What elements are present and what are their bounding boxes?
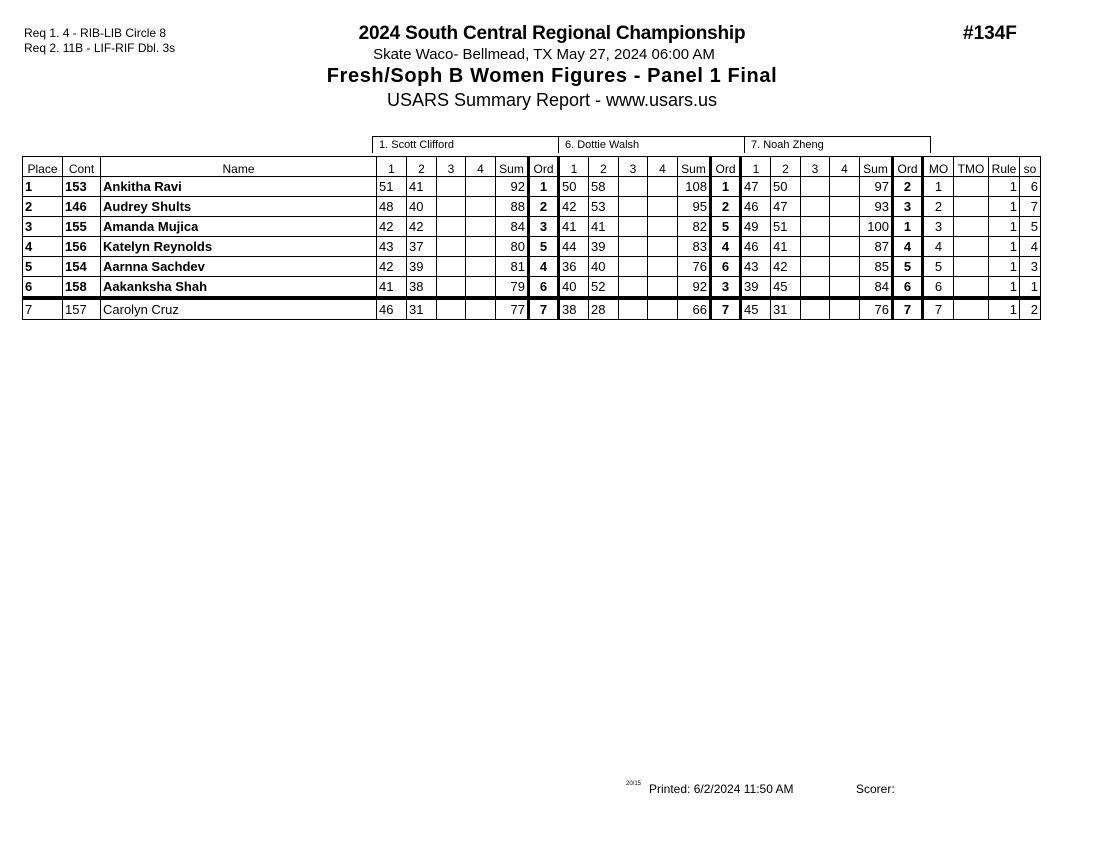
j2-score-3-cell [619,298,648,320]
j3-ord-cell: 1 [893,217,923,237]
col-j2-s4: 4 [648,157,678,177]
j3-score-4-cell [830,277,860,299]
j1-score-1-cell: 42 [377,217,407,237]
requirement-2: Req 2. 11B - LIF-RIF Dbl. 3s [24,41,176,55]
j1-score-2-cell: 37 [407,237,437,257]
place-cell: 2 [23,197,63,217]
j2-sum-cell: 83 [678,237,711,257]
col-cont: Cont [63,157,101,177]
j2-score-3-cell [619,257,648,277]
j2-score-1-cell: 50 [559,177,589,197]
name-cell: Katelyn Reynolds [101,237,377,257]
rule-cell: 1 [989,217,1020,237]
j3-score-3-cell [801,177,830,197]
j1-score-2-cell: 40 [407,197,437,217]
cont-cell: 153 [63,177,101,197]
tmo-cell [954,277,989,299]
j1-score-4-cell [466,237,496,257]
j1-score-4-cell [466,217,496,237]
col-j1-s1: 1 [377,157,407,177]
j3-score-2-cell: 31 [771,298,801,320]
results-table [22,156,1041,320]
col-j1-s3: 3 [437,157,466,177]
column-header-row [23,157,1041,177]
col-j2-sum: Sum [678,157,711,177]
tmo-cell [954,298,989,320]
j3-score-1-cell: 39 [741,277,771,299]
venue-date: Skate Waco- Bellmead, TX May 27, 2024 06:00 AM [373,46,715,63]
j1-ord-cell: 6 [529,277,559,299]
mo-cell: 1 [923,177,954,197]
j1-sum-cell: 77 [496,298,529,320]
col-j2-ord: Ord [711,157,741,177]
j2-score-4-cell [648,277,678,299]
place-cell: 1 [23,177,63,197]
j1-score-4-cell [466,197,496,217]
cont-cell: 146 [63,197,101,217]
j1-sum-cell: 92 [496,177,529,197]
j2-score-1-cell: 41 [559,217,589,237]
col-j1-ord: Ord [529,157,559,177]
j3-score-4-cell [830,237,860,257]
j2-score-1-cell: 36 [559,257,589,277]
table-row [23,298,1041,320]
j3-score-4-cell [830,177,860,197]
j2-score-2-cell: 58 [589,177,619,197]
so-cell: 6 [1020,177,1041,197]
so-cell: 3 [1020,257,1041,277]
j2-sum-cell: 76 [678,257,711,277]
j1-sum-cell: 84 [496,217,529,237]
j1-sum-cell: 88 [496,197,529,217]
j1-score-4-cell [466,257,496,277]
j1-score-4-cell [466,277,496,299]
j2-score-2-cell: 53 [589,197,619,217]
col-j1-s4: 4 [466,157,496,177]
table-row [23,217,1041,237]
place-cell: 4 [23,237,63,257]
col-j3-sum: Sum [860,157,893,177]
name-cell: Ankitha Ravi [101,177,377,197]
j2-sum-cell: 66 [678,298,711,320]
so-cell: 5 [1020,217,1041,237]
j1-ord-cell: 7 [529,298,559,320]
j3-score-2-cell: 41 [771,237,801,257]
j3-sum-cell: 93 [860,197,893,217]
report-title: USARS Summary Report - www.usars.us [386,90,718,110]
place-cell: 5 [23,257,63,277]
j1-score-2-cell: 38 [407,277,437,299]
j3-score-1-cell: 43 [741,257,771,277]
name-cell: Carolyn Cruz [101,298,377,320]
cont-cell: 157 [63,298,101,320]
col-j3-s3: 3 [801,157,830,177]
event-number: #134F [963,23,1017,44]
col-so: so [1020,157,1041,177]
col-place: Place [23,157,63,177]
col-j2-s2: 2 [589,157,619,177]
j2-score-1-cell: 44 [559,237,589,257]
j1-score-4-cell [466,177,496,197]
j3-score-3-cell [801,237,830,257]
j2-score-2-cell: 40 [589,257,619,277]
event-title: Fresh/Soph B Women Figures - Panel 1 Final [326,65,778,87]
page-code: 20/15 [626,781,642,787]
j3-score-2-cell: 50 [771,177,801,197]
rule-cell: 1 [989,257,1020,277]
j3-score-1-cell: 47 [741,177,771,197]
tmo-cell [954,237,989,257]
j1-score-2-cell: 31 [407,298,437,320]
j1-score-1-cell: 41 [377,277,407,299]
j3-score-3-cell [801,257,830,277]
j3-sum-cell: 97 [860,177,893,197]
championship-title: 2024 South Central Regional Championship [358,23,746,44]
j2-ord-cell: 3 [711,277,741,299]
j2-score-4-cell [648,237,678,257]
col-j2-s1: 1 [559,157,589,177]
j3-score-2-cell: 51 [771,217,801,237]
name-cell: Aarnna Sachdev [101,257,377,277]
rule-cell: 1 [989,177,1020,197]
j1-ord-cell: 4 [529,257,559,277]
j2-score-3-cell [619,237,648,257]
place-cell: 6 [23,277,63,299]
j1-score-4-cell [466,298,496,320]
mo-cell: 4 [923,237,954,257]
col-tmo: TMO [954,157,989,177]
j1-ord-cell: 2 [529,197,559,217]
j2-score-3-cell [619,197,648,217]
table-row [23,277,1041,299]
j1-ord-cell: 1 [529,177,559,197]
j2-ord-cell: 1 [711,177,741,197]
j1-score-2-cell: 42 [407,217,437,237]
j3-score-1-cell: 46 [741,237,771,257]
j1-score-3-cell [437,257,466,277]
j1-score-1-cell: 42 [377,257,407,277]
tmo-cell [954,257,989,277]
j3-score-4-cell [830,197,860,217]
col-mo: MO [923,157,954,177]
j2-score-3-cell [619,217,648,237]
so-cell: 7 [1020,197,1041,217]
printed-date: Printed: 6/2/2024 11:50 AM [649,782,794,796]
j1-score-3-cell [437,177,466,197]
j3-score-4-cell [830,298,860,320]
j2-score-1-cell: 38 [559,298,589,320]
j1-score-3-cell [437,217,466,237]
j3-score-4-cell [830,257,860,277]
j1-sum-cell: 79 [496,277,529,299]
rule-cell: 1 [989,277,1020,299]
requirement-1: Req 1. 4 - RIB-LIB Circle 8 [24,26,167,40]
j2-score-2-cell: 28 [589,298,619,320]
j1-score-3-cell [437,298,466,320]
j1-score-1-cell: 48 [377,197,407,217]
j1-score-1-cell: 43 [377,237,407,257]
so-cell: 2 [1020,298,1041,320]
j3-ord-cell: 2 [893,177,923,197]
mo-cell: 3 [923,217,954,237]
j2-score-4-cell [648,298,678,320]
col-name: Name [101,157,377,177]
table-row [23,237,1041,257]
cont-cell: 154 [63,257,101,277]
j3-score-2-cell: 45 [771,277,801,299]
judge-2-name: 6. Dottie Walsh [559,137,745,154]
j1-score-3-cell [437,197,466,217]
mo-cell: 5 [923,257,954,277]
j1-score-3-cell [437,277,466,299]
col-j3-s2: 2 [771,157,801,177]
j2-ord-cell: 4 [711,237,741,257]
j3-sum-cell: 100 [860,217,893,237]
j3-sum-cell: 76 [860,298,893,320]
table-row [23,177,1041,197]
j1-score-3-cell [437,237,466,257]
name-cell: Aakanksha Shah [101,277,377,299]
j3-score-1-cell: 49 [741,217,771,237]
j2-score-2-cell: 39 [589,237,619,257]
table-row [23,257,1041,277]
j3-ord-cell: 6 [893,277,923,299]
mo-cell: 6 [923,277,954,299]
col-j3-s4: 4 [830,157,860,177]
col-j2-s3: 3 [619,157,648,177]
j3-score-1-cell: 45 [741,298,771,320]
col-j3-s1: 1 [741,157,771,177]
judge-3-name: 7. Noah Zheng [745,137,931,154]
j2-score-4-cell [648,257,678,277]
name-cell: Amanda Mujica [101,217,377,237]
j2-sum-cell: 95 [678,197,711,217]
j1-ord-cell: 3 [529,217,559,237]
j3-ord-cell: 5 [893,257,923,277]
j2-score-4-cell [648,217,678,237]
j1-ord-cell: 5 [529,237,559,257]
rule-cell: 1 [989,298,1020,320]
j2-score-4-cell [648,177,678,197]
j2-ord-cell: 2 [711,197,741,217]
j3-score-3-cell [801,298,830,320]
j3-score-3-cell [801,197,830,217]
col-rule: Rule [989,157,1020,177]
j2-score-1-cell: 40 [559,277,589,299]
j3-ord-cell: 3 [893,197,923,217]
j1-score-1-cell: 51 [377,177,407,197]
j2-sum-cell: 82 [678,217,711,237]
place-cell: 7 [23,298,63,320]
cont-cell: 158 [63,277,101,299]
j3-score-4-cell [830,217,860,237]
j1-sum-cell: 80 [496,237,529,257]
j3-score-2-cell: 47 [771,197,801,217]
j2-ord-cell: 7 [711,298,741,320]
scorer-label: Scorer: [856,782,895,796]
j3-sum-cell: 87 [860,237,893,257]
j3-score-3-cell [801,217,830,237]
j3-sum-cell: 85 [860,257,893,277]
j2-score-1-cell: 42 [559,197,589,217]
j3-score-2-cell: 42 [771,257,801,277]
j3-score-1-cell: 46 [741,197,771,217]
j2-sum-cell: 92 [678,277,711,299]
j2-score-4-cell [648,197,678,217]
judge-1-name: 1. Scott Clifford [373,137,559,154]
j2-score-2-cell: 52 [589,277,619,299]
mo-cell: 7 [923,298,954,320]
table-row [23,197,1041,217]
j3-sum-cell: 84 [860,277,893,299]
j3-ord-cell: 4 [893,237,923,257]
j2-score-3-cell [619,277,648,299]
j1-score-2-cell: 41 [407,177,437,197]
rule-cell: 1 [989,237,1020,257]
col-j1-s2: 2 [407,157,437,177]
col-j1-sum: Sum [496,157,529,177]
cont-cell: 156 [63,237,101,257]
j2-ord-cell: 5 [711,217,741,237]
j1-score-1-cell: 46 [377,298,407,320]
tmo-cell [954,197,989,217]
j2-score-2-cell: 41 [589,217,619,237]
place-cell: 3 [23,217,63,237]
cont-cell: 155 [63,217,101,237]
j1-sum-cell: 81 [496,257,529,277]
col-j3-ord: Ord [893,157,923,177]
j2-sum-cell: 108 [678,177,711,197]
j3-score-3-cell [801,277,830,299]
mo-cell: 2 [923,197,954,217]
j2-score-3-cell [619,177,648,197]
so-cell: 4 [1020,237,1041,257]
tmo-cell [954,217,989,237]
judges-header [372,136,931,153]
so-cell: 1 [1020,277,1041,299]
rule-cell: 1 [989,197,1020,217]
name-cell: Audrey Shults [101,197,377,217]
j1-score-2-cell: 39 [407,257,437,277]
tmo-cell [954,177,989,197]
j3-ord-cell: 7 [893,298,923,320]
j2-ord-cell: 6 [711,257,741,277]
